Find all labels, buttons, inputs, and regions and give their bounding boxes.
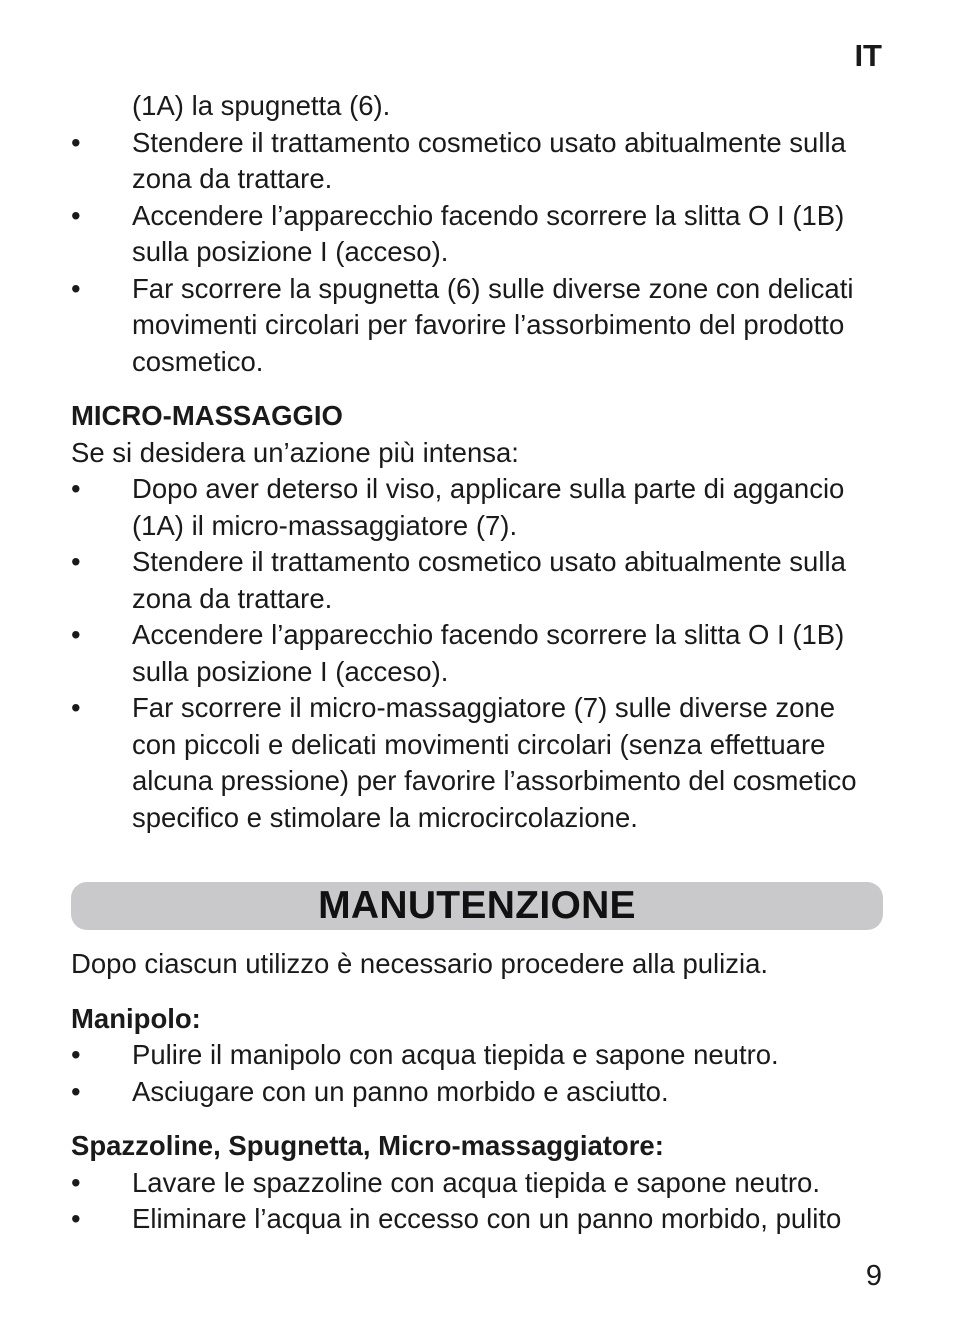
list-item: • Eliminare l’acqua in eccesso con un panno morbido, pulito — [71, 1201, 883, 1238]
subheading-manipolo: Manipolo: — [71, 1002, 201, 1034]
bullet-icon: • — [71, 1203, 81, 1234]
subheading-spazzoline: Spazzoline, Spugnetta, Micro-massaggiatore: — [71, 1130, 664, 1161]
bullet-icon: • — [71, 546, 81, 577]
list-item: • Far scorrere la spugnetta (6) sulle diverse zone con delicati movimenti circolari per favorire l’assorbimento del prodotto cosmetico. — [71, 272, 854, 377]
section-banner-manutenzione — [71, 882, 883, 930]
list-item: • Dopo aver deterso il viso, applicare sulla parte di aggancio (1A) il micro-massaggiatore (7). — [71, 473, 845, 541]
section-intro: Se si desidera un’azione più intensa: — [71, 436, 519, 468]
section-heading-micro-massaggio: MICRO-MASSAGGIO — [71, 400, 343, 431]
list-item: • Asciugare con un panno morbido e asciutto. — [71, 1074, 883, 1111]
list-item: • Accendere l’apparecchio facendo scorrere la slitta O I (1B) sulla posizione I (acceso). — [71, 199, 845, 267]
manipolo-bullet-list — [71, 1037, 883, 1110]
manutenzione-intro: Dopo ciascun utilizzo è necessario procedere alla pulizia. — [71, 948, 769, 979]
list-item: • Pulire il manipolo con acqua tiepida e sapone neutro. — [71, 1037, 883, 1074]
bullet-icon: • — [71, 1075, 81, 1107]
bullet-icon: • — [71, 199, 81, 231]
bullet-icon: • — [71, 619, 81, 650]
continued-text: (1A) la spugnetta (6). — [132, 90, 391, 121]
bullet-icon: • — [71, 1039, 81, 1070]
list-item: • Stendere il trattamento cosmetico usato abitualmente sulla zona da trattare. — [71, 126, 846, 194]
page-number: 9 — [865, 1260, 882, 1292]
language-label: IT — [854, 38, 882, 73]
list-item: • Far scorrere il micro-massaggiatore (7) sulle diverse zone con piccoli e delicati movimenti circolari (senza effettuare alcuna pressione) per favorire l’assorbimento del cosmetico specifico e stimolare la microcircolazione. — [71, 692, 857, 833]
list-item: • Lavare le spazzoline con acqua tiepida e sapone neutro. — [71, 1165, 883, 1202]
section-title-manutenzione: MANUTENZIONE — [318, 883, 636, 927]
micro-massaggio-bullet-list — [71, 471, 883, 836]
list-item: • Accendere l’apparecchio facendo scorrere la slitta O I (1B) sulla posizione I (acceso). — [71, 619, 845, 687]
bullet-icon: • — [71, 272, 81, 304]
bullet-icon: • — [71, 692, 81, 723]
bullet-icon: • — [71, 473, 81, 504]
bullet-icon: • — [71, 1166, 81, 1198]
bullet-icon: • — [71, 126, 81, 158]
page-content — [71, 88, 883, 1238]
intro-bullet-list — [71, 125, 883, 381]
list-item: • Stendere il trattamento cosmetico usato abitualmente sulla zona da trattare. — [71, 546, 846, 614]
spazzoline-bullet-list — [71, 1165, 883, 1238]
